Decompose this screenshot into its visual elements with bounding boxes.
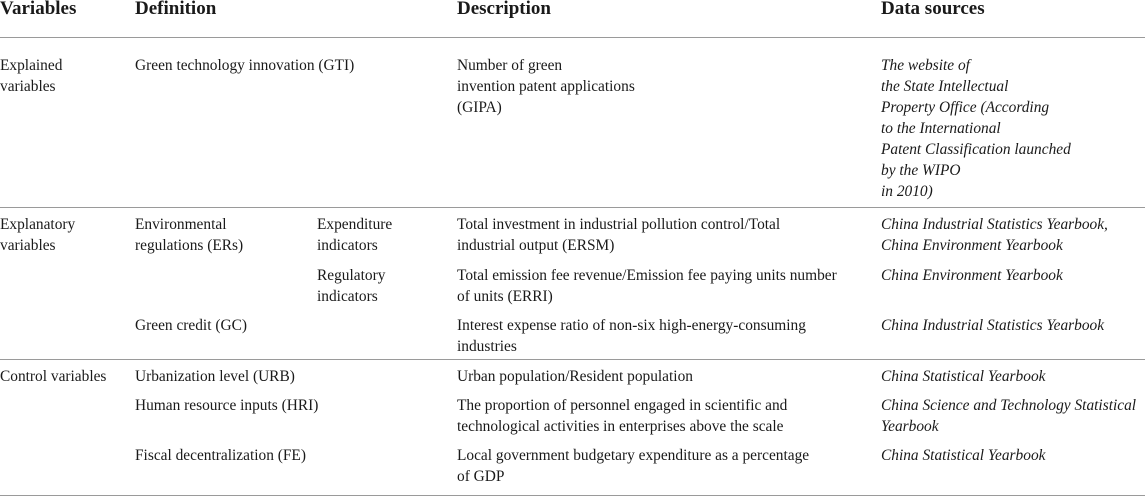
variable-cell [0, 439, 135, 496]
header-variables: Variables [0, 0, 135, 38]
description-cell: Urban population/Resident population [457, 360, 881, 390]
variable-cell [0, 389, 135, 439]
source-cell: China Industrial Statistics Yearbook [881, 317, 1105, 334]
header-description: Description [457, 0, 881, 38]
table-header-row [0, 0, 1145, 38]
header-data-sources: Data sources [881, 0, 1145, 38]
variable-cell: Explanatory variables [0, 208, 135, 260]
variable-cell: Explained variables [0, 57, 63, 95]
definition-cell: Environmental regulations (ERs) [135, 208, 317, 260]
source-cell: China Statistical Yearbook [881, 360, 1145, 390]
table-row [0, 208, 1145, 260]
variable-cell: Control variables [0, 360, 135, 390]
variable-cell [0, 259, 135, 309]
table-row [0, 360, 1145, 390]
definition-cell: Green technology innovation (GTI) [135, 57, 355, 74]
source-cell: China Environment Yearbook [881, 267, 1063, 284]
table-row [0, 439, 1145, 496]
source-cell: The website of the State Intellectual Property Office (According to the International Patent Classification launched by the WIPO in 2010) [881, 57, 1071, 200]
table-row [0, 259, 1145, 309]
source-cell: China Statistical Yearbook [881, 439, 1145, 496]
definition-cell: Human resource inputs (HRI) [135, 397, 319, 414]
source-cell: China Industrial Statistics Yearbook, China Environment Yearbook [881, 208, 1145, 260]
description-cell: Number of green invention patent applications (GIPA) [457, 57, 635, 116]
description-cell: Interest expense ratio of non-six high-energy-consuming industries [457, 317, 806, 355]
sub-indicator-cell: Expenditure indicators [317, 208, 457, 260]
definition-cell: Urbanization level (URB) [135, 360, 457, 390]
description-cell: Local government budgetary expenditure as a percentage of GDP [457, 439, 881, 496]
table-row [0, 389, 1145, 439]
table-row [0, 38, 1145, 208]
source-cell: China Science and Technology Statistical Yearbook [881, 397, 1137, 435]
variable-cell [0, 309, 135, 360]
table-row [0, 309, 1145, 360]
description-cell: Total emission fee revenue/Emission fee paying units number of units (ERRI) [457, 267, 837, 305]
header-definition: Definition [135, 0, 457, 38]
description-cell: The proportion of personnel engaged in scientific and technological activities in enterprises above the scale [457, 397, 788, 435]
definition-cell: Fiscal decentralization (FE) [135, 439, 457, 496]
definition-cell: Green credit (GC) [135, 317, 247, 334]
sub-indicator-cell: Regulatory indicators [317, 267, 386, 305]
definition-cell [135, 259, 317, 309]
description-cell: Total investment in industrial pollution control/Total industrial output (ERSM) [457, 208, 881, 260]
